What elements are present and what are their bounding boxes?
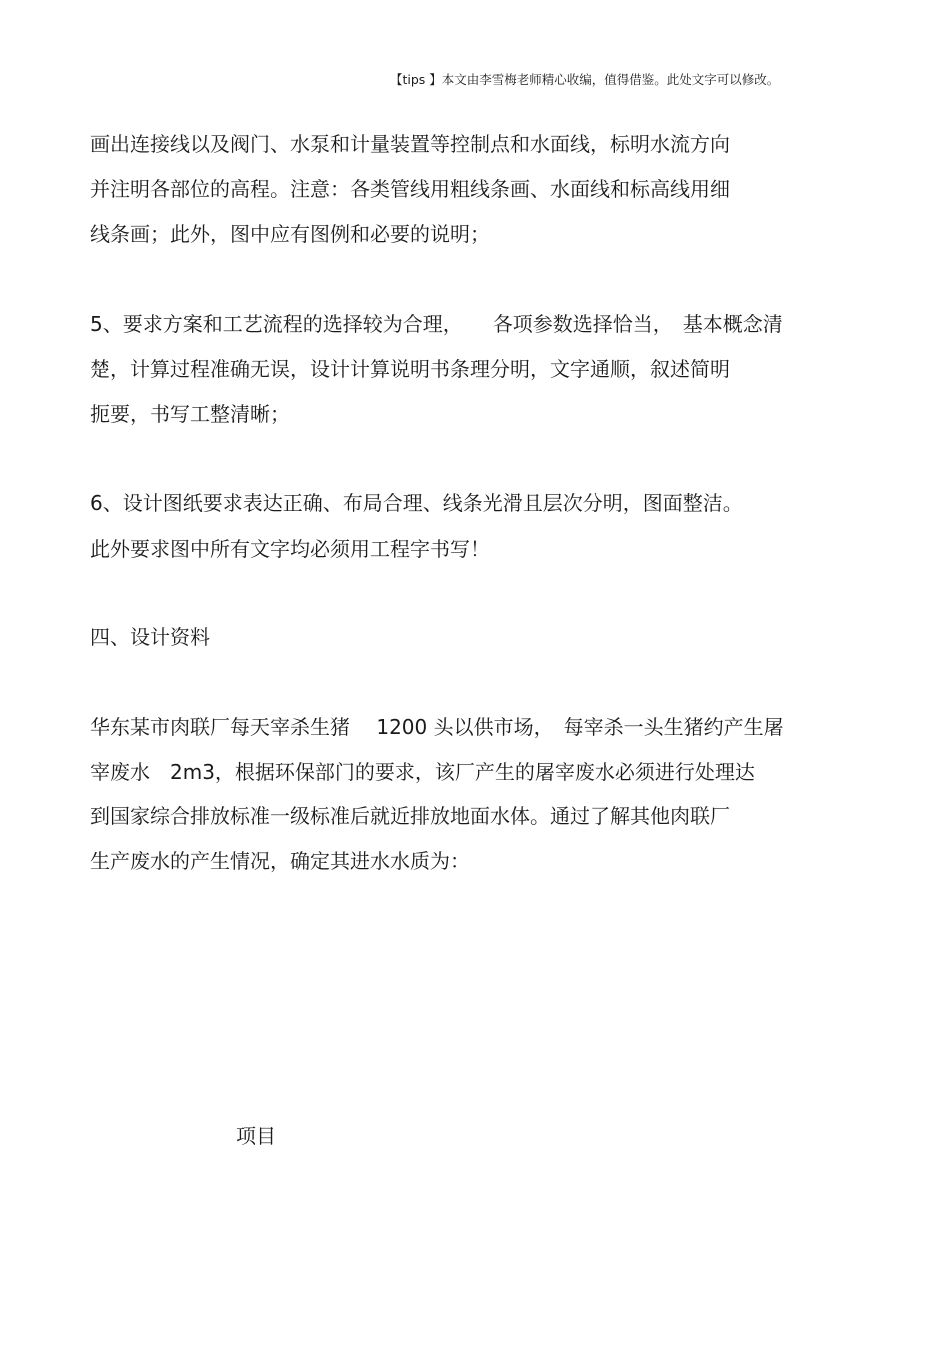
- section-heading: 四、设计资料: [90, 625, 210, 649]
- paragraph-line: 到国家综合排放标准一级标准后就近排放地面水体。通过了解其他肉联厂: [90, 804, 730, 828]
- table-header-item: 项目: [236, 1124, 276, 1148]
- paragraph-line: 扼要，书写工整清晰；: [90, 402, 290, 426]
- paragraph-line: 生产废水的产生情况，确定其进水水质为：: [90, 849, 470, 873]
- paragraph-line: 此外要求图中所有文字均必须用工程字书写！: [90, 537, 490, 561]
- paragraph-line: 线条画；此外，图中应有图例和必要的说明；: [90, 222, 490, 246]
- paragraph-line: 6、设计图纸要求表达正确、布局合理、线条光滑且层次分明，图面整洁。: [90, 491, 743, 515]
- paragraph-line: 华东某市肉联厂每天宰杀生猪 1200 头以供市场， 每宰杀一头生猪约产生屠: [90, 715, 784, 739]
- paragraph-line: 5、要求方案和工艺流程的选择较为合理， 各项参数选择恰当， 基本概念清: [90, 312, 783, 336]
- paragraph-line: 并注明各部位的高程。注意：各类管线用粗线条画、水面线和标高线用细: [90, 177, 730, 201]
- header-tip: 【tips 】本文由李雪梅老师精心收编，值得借鉴。此处文字可以修改。: [390, 72, 780, 87]
- paragraph-line: 宰废水 2m3，根据环保部门的要求，该厂产生的屠宰废水必须进行处理达: [90, 760, 755, 784]
- paragraph-line: 画出连接线以及阀门、水泵和计量装置等控制点和水面线，标明水流方向: [90, 132, 730, 156]
- paragraph-line: 楚，计算过程准确无误，设计计算说明书条理分明，文字通顺，叙述简明: [90, 357, 730, 381]
